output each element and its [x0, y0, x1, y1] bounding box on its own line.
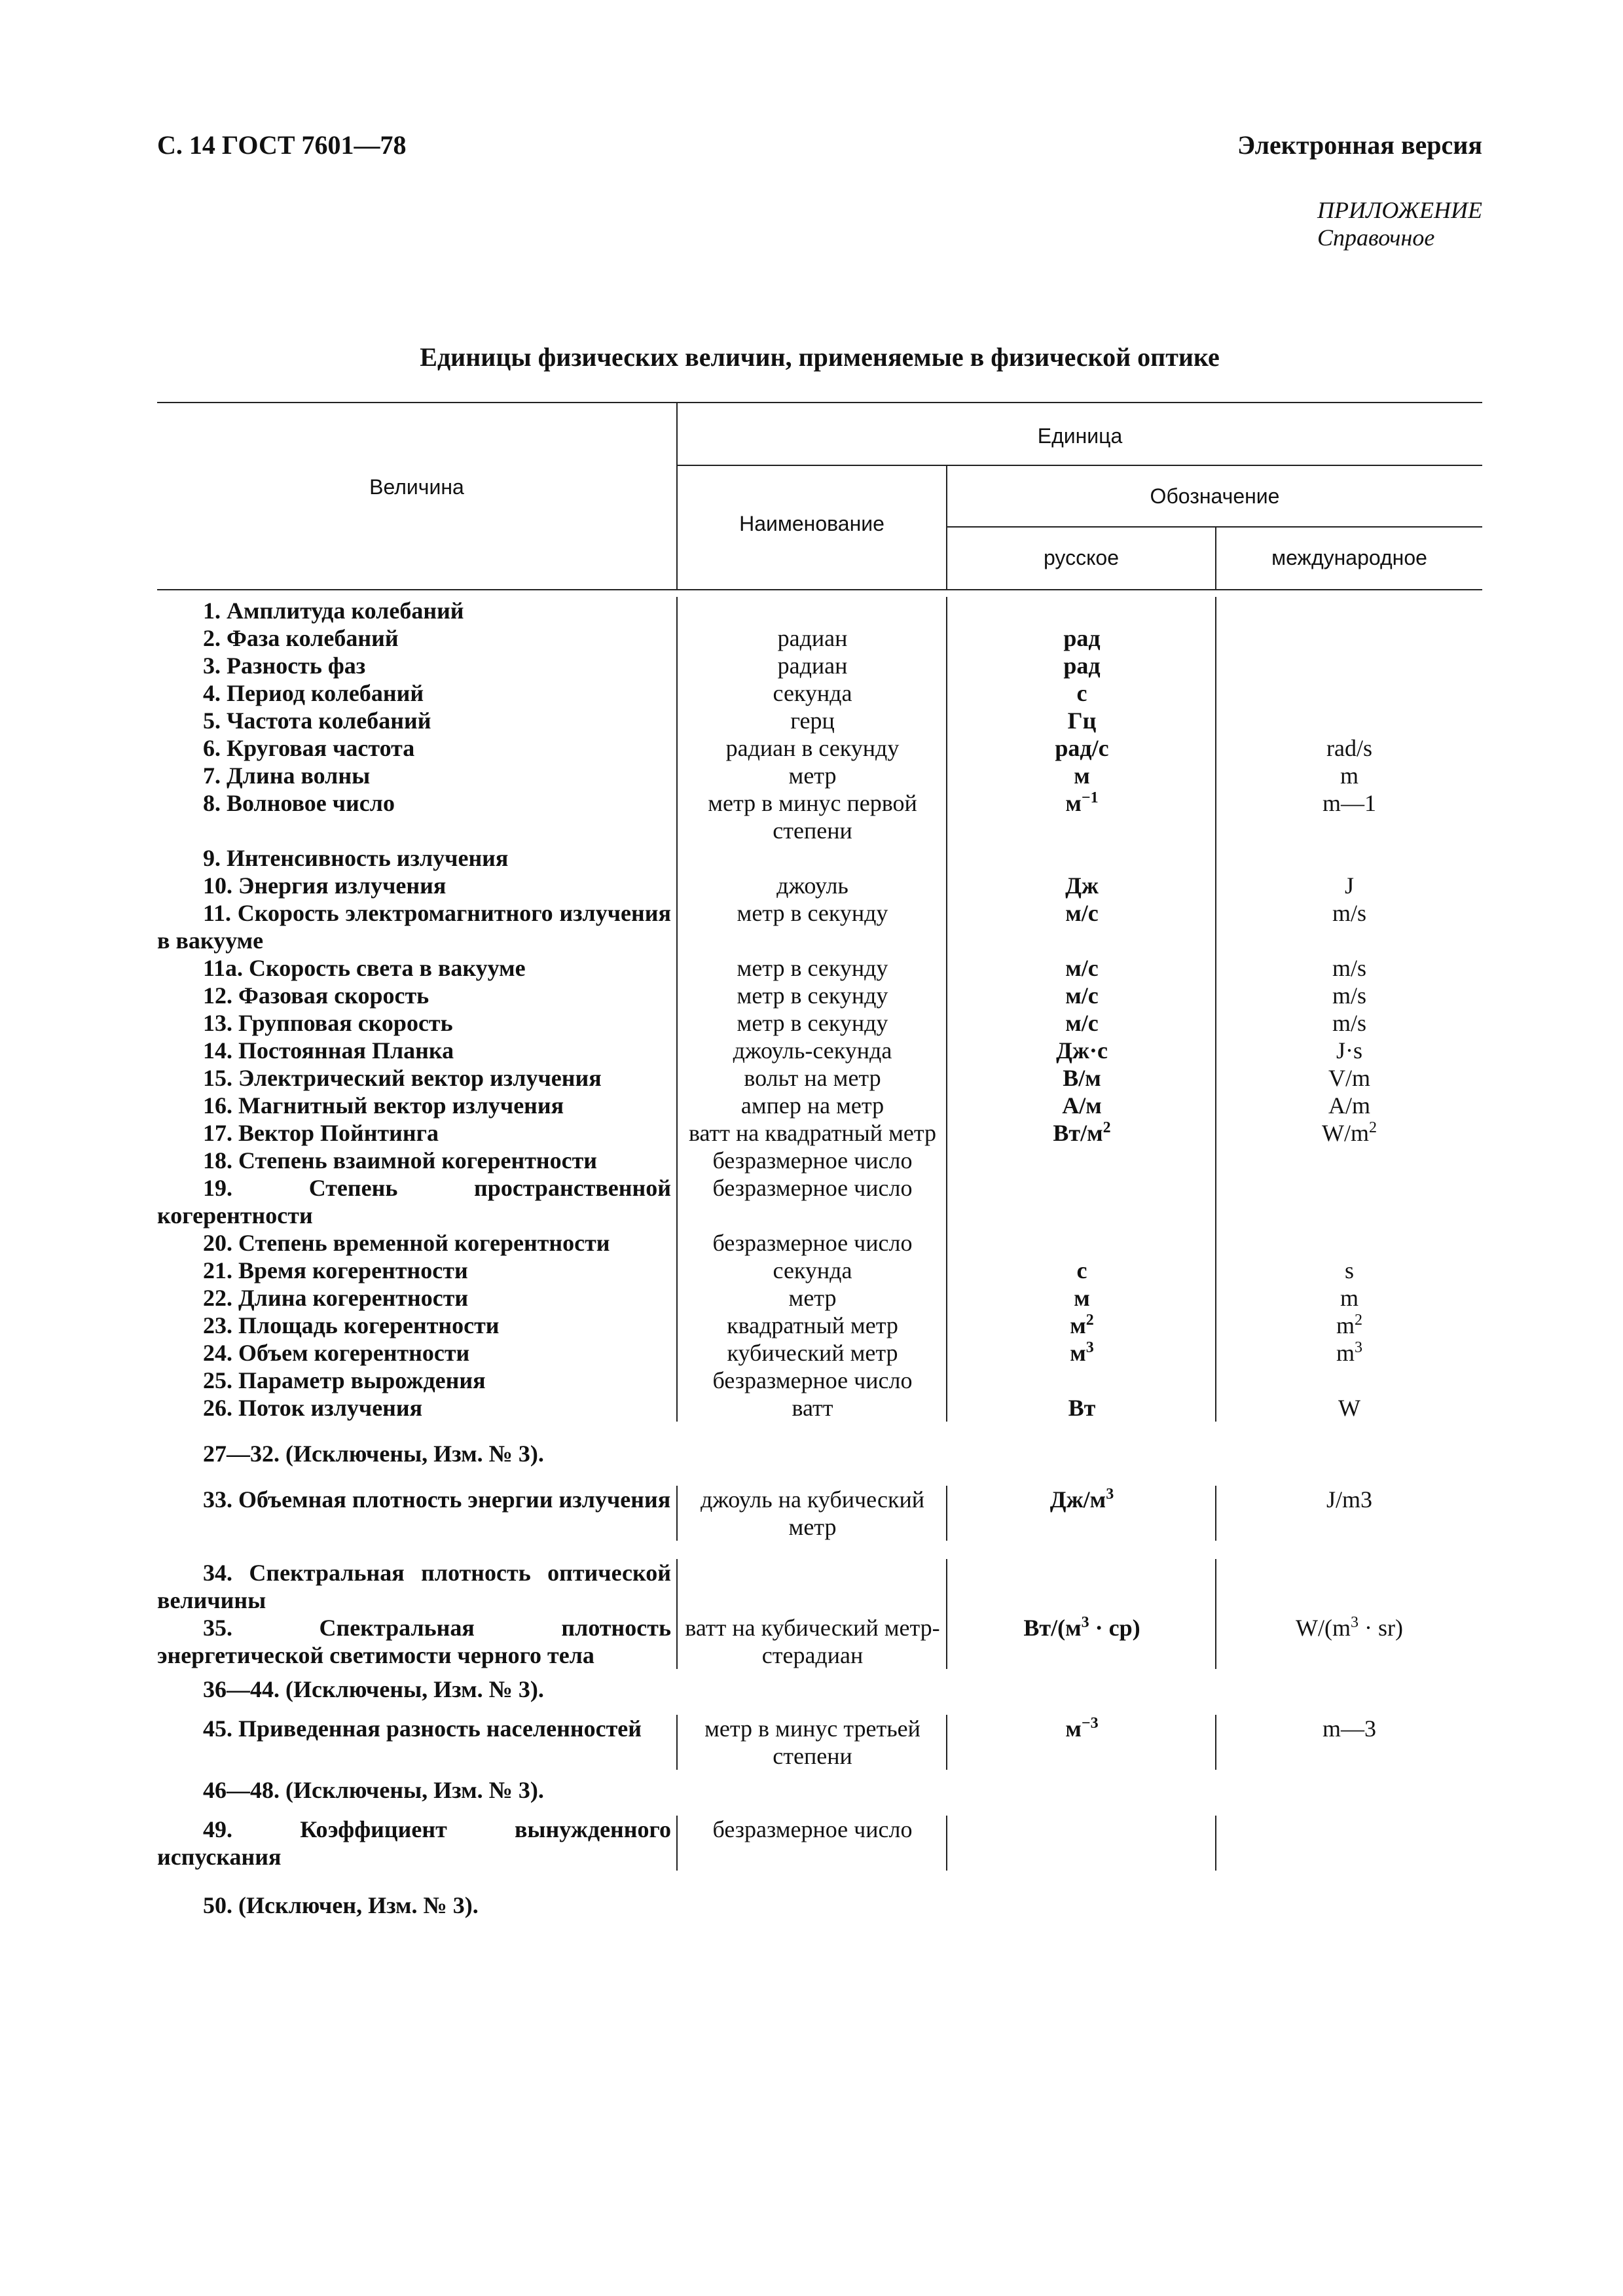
column-rule	[676, 1715, 678, 1770]
unit-name-cell: метр в секунду	[737, 955, 888, 981]
table-row	[157, 1312, 1482, 1339]
rows-group-3	[157, 1559, 1482, 1669]
russian-symbol-cell	[947, 1559, 1216, 1614]
table-row	[157, 597, 1482, 624]
table-row	[157, 1559, 1482, 1614]
quantity-cell: 16. Магнитный вектор излучения	[203, 1092, 564, 1119]
international-symbol-cell: rad/s	[1326, 735, 1372, 761]
column-rule	[946, 1715, 947, 1770]
column-rule	[676, 597, 678, 1422]
russian-symbol-cell: м	[1074, 1285, 1090, 1311]
rule-unit	[678, 465, 1482, 466]
appendix-label	[1317, 196, 1482, 251]
unit-name-cell: квадратный метр	[727, 1312, 898, 1338]
unit-name-cell: метр в секунду	[737, 900, 888, 926]
international-symbol-cell: m—3	[1322, 1715, 1376, 1742]
international-symbol-cell: m	[1340, 762, 1359, 789]
russian-symbol-cell: м/с	[1065, 900, 1099, 926]
unit-name-cell: радиан	[777, 625, 848, 651]
international-symbol-cell: m—1	[1322, 790, 1376, 816]
quantity-cell: 3. Разность фаз	[203, 653, 366, 679]
russian-symbol-cell	[947, 1816, 1216, 1871]
russian-symbol-cell: рад	[1063, 653, 1101, 679]
col-unit: Единица	[1037, 424, 1123, 448]
rows-group-2	[157, 1486, 1482, 1541]
column-rule	[946, 1486, 947, 1541]
international-symbol-cell: m/s	[1332, 955, 1366, 981]
column-rule	[1215, 1715, 1216, 1770]
international-symbol-cell: J/m3	[1326, 1486, 1372, 1513]
quantity-cell: 12. Фазовая скорость	[203, 982, 429, 1009]
unit-name-cell: ватт на квадратный метр	[688, 1120, 937, 1146]
russian-symbol-cell	[947, 1174, 1216, 1229]
international-symbol-cell	[1216, 624, 1482, 652]
excluded-note-27-32: 27—32. (Исключены, Изм. № 3).	[203, 1441, 544, 1467]
international-symbol-cell: s	[1344, 1257, 1354, 1283]
quantity-cell: 2. Фаза колебаний	[203, 625, 399, 651]
rule-bottom	[157, 589, 1482, 590]
international-symbol-cell	[1216, 597, 1482, 624]
table-row	[157, 982, 1482, 1009]
quantity-cell: 35. Спектральная плотность энергетической светимости черного тела	[157, 1615, 671, 1668]
international-symbol-cell: V/m	[1328, 1065, 1370, 1091]
table-row	[157, 844, 1482, 872]
international-symbol-cell: A/m	[1328, 1092, 1370, 1119]
international-symbol-cell: $m^2$	[1336, 1312, 1362, 1338]
column-rule	[1215, 597, 1216, 1422]
quantity-cell: 5. Частота колебаний	[203, 708, 431, 734]
table-title: Единицы физических величин, применяемые в физической оптике	[420, 342, 1220, 372]
quantity-cell: 33. Объемная плотность энергии излучения	[203, 1486, 671, 1513]
international-symbol-cell	[1216, 652, 1482, 679]
international-symbol-cell	[1216, 1174, 1482, 1229]
column-rule	[946, 597, 947, 1422]
table-row	[157, 1119, 1482, 1147]
unit-name-cell: ампер на метр	[740, 1092, 884, 1119]
unit-name-cell: радиан	[777, 653, 848, 679]
unit-name-cell: метр	[788, 1285, 837, 1311]
unit-name-cell: безразмерное число	[712, 1816, 913, 1842]
table-row	[157, 1092, 1482, 1119]
quantity-cell: 22. Длина когерентности	[203, 1285, 469, 1311]
unit-name-cell: джоуль на кубический метр	[700, 1486, 925, 1540]
col-quantity: Величина	[369, 475, 464, 499]
column-rule	[946, 1816, 947, 1871]
quantity-cell: 14. Постоянная Планка	[203, 1037, 454, 1064]
quantity-cell: 11. Скорость электромагнитного излучения в вакууме	[157, 900, 671, 954]
international-symbol-cell: W	[1338, 1395, 1360, 1421]
table-row	[157, 707, 1482, 734]
col-designation: Обозначение	[1150, 484, 1280, 508]
excluded-note-46-48: 46—48. (Исключены, Изм. № 3).	[203, 1777, 544, 1803]
unit-name-cell: герц	[790, 708, 835, 734]
quantity-cell: 10. Энергия излучения	[203, 872, 447, 899]
rule-top	[157, 402, 1482, 403]
unit-name-cell: джоуль	[776, 872, 848, 899]
quantity-cell: 45. Приведенная разность населенностей	[203, 1715, 642, 1742]
table-row	[157, 899, 1482, 954]
table-row	[157, 1614, 1482, 1669]
russian-symbol-cell: рад	[1063, 625, 1101, 651]
table-row	[157, 762, 1482, 789]
russian-symbol-cell	[947, 844, 1216, 872]
table-row	[157, 1339, 1482, 1367]
russian-symbol-cell: м/с	[1065, 1010, 1099, 1036]
russian-symbol-cell: А/м	[1062, 1092, 1102, 1119]
col-russian: русское	[1043, 546, 1120, 569]
unit-name-cell: кубический метр	[727, 1340, 898, 1366]
russian-symbol-cell: м/с	[1065, 955, 1099, 981]
russian-symbol-cell	[947, 1229, 1216, 1257]
unit-name-cell: вольт на метр	[744, 1065, 881, 1091]
international-symbol-cell: m/s	[1332, 982, 1366, 1009]
russian-symbol-cell: Вт	[1068, 1395, 1096, 1421]
international-symbol-cell	[1216, 1816, 1482, 1871]
russian-symbol-cell: Дж	[1065, 872, 1099, 899]
international-symbol-cell	[1216, 679, 1482, 707]
quantity-cell: 24. Объем когерентности	[203, 1340, 470, 1366]
russian-symbol-cell	[947, 1147, 1216, 1174]
unit-name-cell: безразмерное число	[712, 1230, 913, 1256]
table-row	[157, 679, 1482, 707]
russian-symbol-cell: $м^2$	[1070, 1312, 1094, 1338]
quantity-cell: 4. Период колебаний	[203, 680, 424, 706]
table-header	[157, 402, 1482, 592]
column-rule	[676, 1816, 678, 1871]
unit-name-cell: безразмерное число	[712, 1147, 913, 1174]
unit-name-cell	[678, 597, 947, 624]
quantity-cell: 17. Вектор Пойнтинга	[203, 1120, 439, 1146]
excluded-note-36-44: 36—44. (Исключены, Изм. № 3).	[203, 1676, 544, 1702]
international-symbol-cell	[1216, 1559, 1482, 1614]
column-rule	[1215, 1816, 1216, 1871]
russian-symbol-cell: $м^3$	[1070, 1339, 1094, 1366]
table-row	[157, 1284, 1482, 1312]
rows-group-5	[157, 1816, 1482, 1871]
quantity-cell: 26. Поток излучения	[203, 1395, 423, 1421]
unit-name-cell: метр	[788, 762, 837, 789]
table-row	[157, 652, 1482, 679]
table-row	[157, 1715, 1482, 1770]
column-rule	[946, 1559, 947, 1669]
quantity-cell: 13. Групповая скорость	[203, 1010, 453, 1036]
unit-name-cell: метр в минус первой степени	[708, 790, 917, 844]
quantity-cell: 49. Коэффициент вынужденного испускания	[157, 1816, 671, 1870]
table-body	[157, 597, 1482, 1919]
international-symbol-cell: $W/m^2$	[1322, 1119, 1377, 1146]
international-symbol-cell	[1216, 1147, 1482, 1174]
russian-symbol-cell: $м^{-3}$	[1065, 1715, 1099, 1742]
table-row	[157, 1147, 1482, 1174]
russian-symbol-cell: $Дж/м^3$	[1049, 1486, 1114, 1513]
appendix-note: Справочное	[1317, 224, 1435, 251]
quantity-cell: 11а. Скорость света в вакууме	[203, 955, 526, 981]
russian-symbol-cell: Гц	[1067, 708, 1097, 734]
quantity-cell: 25. Параметр вырождения	[203, 1367, 486, 1393]
quantity-cell: 9. Интенсивность излучения	[203, 845, 509, 871]
quantity-cell: 18. Степень взаимной когерентности	[203, 1147, 598, 1174]
unit-name-cell: джоуль-секунда	[733, 1037, 892, 1064]
unit-name-cell	[678, 844, 947, 872]
col-international: международное	[1271, 546, 1427, 569]
rows-group-1	[157, 597, 1482, 1422]
appendix-title: ПРИЛОЖЕНИЕ	[1317, 197, 1482, 223]
quantity-cell: 20. Степень временной когерентности	[203, 1230, 610, 1256]
unit-name-cell: безразмерное число	[712, 1367, 913, 1393]
rows-group-4	[157, 1715, 1482, 1770]
russian-symbol-cell: $м^{-1}$	[1065, 789, 1099, 816]
international-symbol-cell: J·s	[1336, 1037, 1362, 1064]
international-symbol-cell: m/s	[1332, 1010, 1366, 1036]
unit-name-cell: метр в секунду	[737, 982, 888, 1009]
table-row	[157, 789, 1482, 844]
unit-name-cell	[678, 1559, 947, 1614]
excluded-note-50: 50. (Исключен, Изм. № 3).	[203, 1892, 479, 1918]
russian-symbol-cell: $Вт/(м^3 \cdot ср)$	[1023, 1614, 1140, 1641]
table-row	[157, 1229, 1482, 1257]
international-symbol-cell: $W/(m^3 \cdot sr)$	[1296, 1614, 1403, 1641]
international-symbol-cell: J	[1344, 872, 1354, 899]
unit-name-cell: радиан в секунду	[725, 735, 900, 761]
table-row	[157, 1174, 1482, 1229]
col-name: Наименование	[739, 512, 884, 535]
table-row	[157, 1816, 1482, 1871]
international-symbol-cell: m/s	[1332, 900, 1366, 926]
table-row	[157, 734, 1482, 762]
unit-name-cell: ватт на кубический метр-стерадиан	[685, 1615, 940, 1668]
unit-name-cell: ватт	[792, 1395, 833, 1421]
quantity-cell: 15. Электрический вектор излучения	[203, 1065, 602, 1091]
column-rule	[1215, 1486, 1216, 1541]
table-row	[157, 1064, 1482, 1092]
unit-name-cell: безразмерное число	[712, 1175, 913, 1201]
russian-symbol-cell: с	[1076, 1257, 1087, 1283]
quantity-cell: 21. Время когерентности	[203, 1257, 468, 1283]
quantity-cell: 23. Площадь когерентности	[203, 1312, 500, 1338]
table-row	[157, 624, 1482, 652]
table-row	[157, 1037, 1482, 1064]
unit-name-cell: метр в секунду	[737, 1010, 888, 1036]
international-symbol-cell	[1216, 707, 1482, 734]
international-symbol-cell	[1216, 1367, 1482, 1394]
table-row	[157, 954, 1482, 982]
russian-symbol-cell	[947, 1367, 1216, 1394]
table-row	[157, 1394, 1482, 1422]
international-symbol-cell	[1216, 1229, 1482, 1257]
russian-symbol-cell: м/с	[1065, 982, 1099, 1009]
quantity-cell: 19. Степень пространственной когерентности	[157, 1175, 671, 1229]
column-rule	[1215, 1559, 1216, 1669]
quantity-cell: 8. Волновое число	[203, 790, 395, 816]
unit-name-cell: секунда	[773, 1257, 852, 1283]
column-rule	[676, 1559, 678, 1669]
table-row	[157, 1486, 1482, 1541]
russian-symbol-cell	[947, 597, 1216, 624]
international-symbol-cell: m	[1340, 1285, 1359, 1311]
unit-name-cell: секунда	[773, 680, 852, 706]
russian-symbol-cell: Дж·с	[1056, 1037, 1108, 1064]
table-row	[157, 872, 1482, 899]
edition-label: Электронная версия	[1237, 130, 1482, 160]
russian-symbol-cell: В/м	[1063, 1065, 1101, 1091]
russian-symbol-cell: с	[1076, 680, 1087, 706]
column-rule	[676, 1486, 678, 1541]
russian-symbol-cell: м	[1074, 762, 1090, 789]
table-row	[157, 1367, 1482, 1394]
quantity-cell: 34. Спектральная плотность оптической величины	[157, 1560, 671, 1613]
international-symbol-cell	[1216, 844, 1482, 872]
international-symbol-cell: $m^3$	[1336, 1339, 1362, 1366]
quantity-cell: 7. Длина волны	[203, 762, 371, 789]
quantity-cell: 6. Круговая частота	[203, 735, 415, 761]
page-identifier: С. 14 ГОСТ 7601—78	[157, 130, 407, 160]
quantity-cell: 1. Амплитуда колебаний	[203, 598, 464, 624]
russian-symbol-cell: $Вт/м^2$	[1053, 1119, 1111, 1146]
unit-name-cell: метр в минус третьей степени	[704, 1715, 921, 1769]
table-row	[157, 1009, 1482, 1037]
table-row	[157, 1257, 1482, 1284]
russian-symbol-cell: рад/с	[1055, 735, 1109, 761]
